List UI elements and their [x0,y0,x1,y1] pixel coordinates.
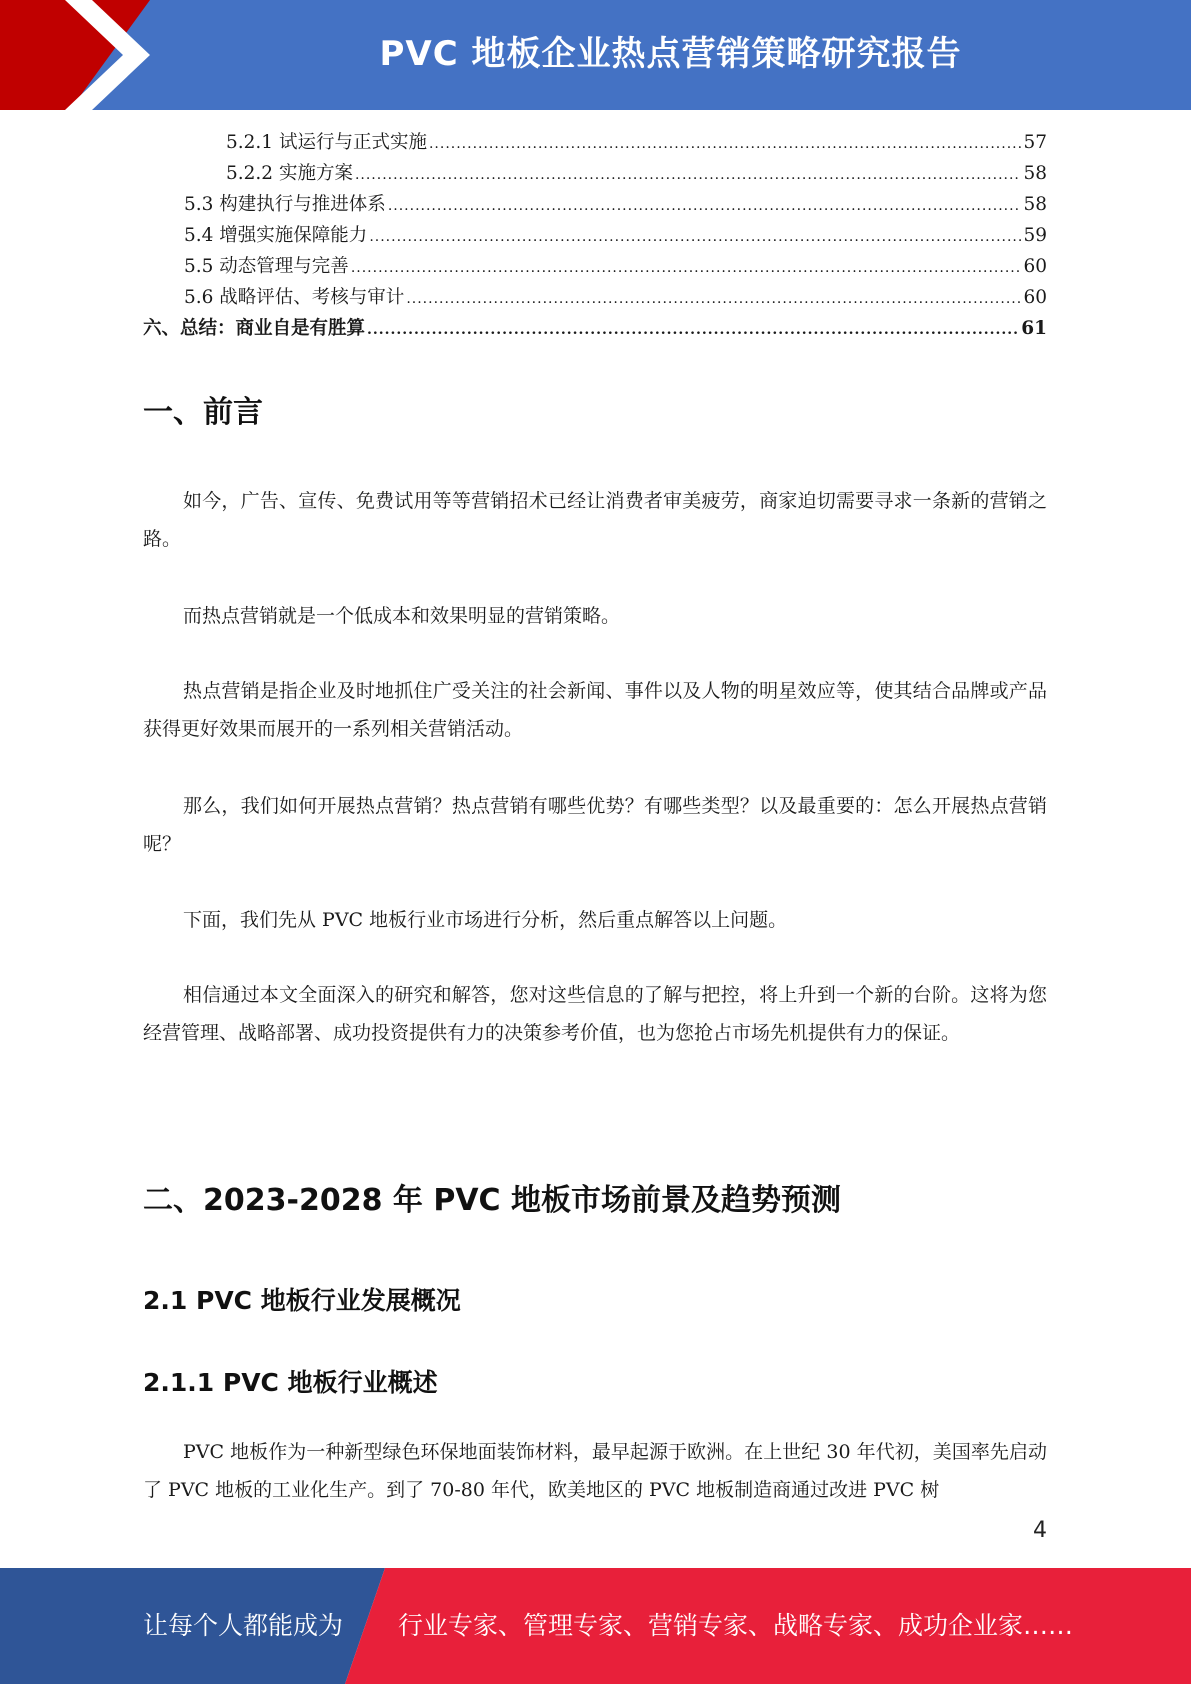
toc-leader-dots [369,229,1021,245]
toc-entry-page: 60 [1023,287,1047,308]
body-paragraph: 如今，广告、宣传、免费试用等等营销招术已经让消费者审美疲劳，商家迫切需要寻求一条新的营销之路。 [143,490,1047,550]
footer-slogan-right: 行业专家、管理专家、营销专家、战略专家、成功企业家…… [398,1611,1074,1640]
body-paragraph: 而热点营销就是一个低成本和效果明显的营销策略。 [183,605,621,627]
toc-entry-label: 5.4 增强实施保障能力 [184,225,368,246]
toc-entry-label: 5.3 构建执行与推进体系 [184,194,386,215]
page-footer [0,1568,1191,1684]
toc-entry-page: 59 [1023,225,1047,246]
page-header [0,0,1191,110]
body-paragraph: 那么，我们如何开展热点营销？热点营销有哪些优势？有哪些类型？以及最重要的：怎么开展热点营销呢？ [143,795,1047,855]
toc-leader-dots [429,136,1021,152]
section-heading: 一、前言 [143,395,263,430]
subsubsection-heading: 2.1.1 PVC 地板行业概述 [143,1368,438,1397]
toc-entry-page: 60 [1023,256,1047,277]
toc-entry[interactable] [143,283,1047,314]
toc-entry[interactable] [143,128,1047,159]
subsection-heading: 2.1 PVC 地板行业发展概况 [143,1286,461,1315]
table-of-contents [143,128,1047,345]
toc-entry[interactable] [143,190,1047,221]
body-paragraph: 热点营销是指企业及时地抓住广受关注的社会新闻、事件以及人物的明星效应等，使其结合品牌或产品获得更好效果而展开的一系列相关营销活动。 [143,680,1047,740]
toc-entry-page: 58 [1023,194,1047,215]
footer-slogan-left: 让每个人都能成为 [143,1611,344,1640]
body-paragraph: 下面，我们先从 PVC 地板行业市场进行分析，然后重点解答以上问题。 [183,909,788,931]
body-paragraph: PVC 地板作为一种新型绿色环保地面装饰材料，最早起源于欧洲。在上世纪 30 年代初，美国率先启动了 PVC 地板的工业化生产。到了 70-80 年代，欧美地区的 PVC 地板制造商通过改进 PVC 树 [143,1441,1047,1501]
toc-entry[interactable] [143,221,1047,252]
toc-leader-dots [351,260,1022,276]
section-heading: 二、2023-2028 年 PVC 地板市场前景及趋势预测 [143,1183,841,1218]
toc-leader-dots [355,167,1022,183]
toc-entry-label: 六、总结：商业自是有胜算 [143,318,366,339]
toc-entry-page: 57 [1023,132,1047,153]
toc-entry[interactable] [143,159,1047,190]
toc-entry-label: 5.2.2 实施方案 [226,163,353,184]
toc-entry[interactable] [143,252,1047,283]
toc-entry-page: 58 [1023,163,1047,184]
body-paragraph: 相信通过本文全面深入的研究和解答，您对这些信息的了解与把控，将上升到一个新的台阶。这将为您经营管理、战略部署、成功投资提供有力的决策参考价值，也为您抢占市场先机提供有力的保证。 [143,984,1047,1044]
page-number: 4 [1033,1518,1047,1543]
toc-entry-label: 5.6 战略评估、考核与审计 [184,287,405,308]
toc-entry-label: 5.5 动态管理与完善 [184,256,349,277]
report-title: PVC 地板企业热点营销策略研究报告 [379,34,962,74]
toc-leader-dots [388,198,1022,214]
toc-entry-page: 61 [1021,318,1047,339]
toc-leader-dots [406,291,1021,307]
toc-entry[interactable] [143,314,1047,345]
header-arrow-icon [0,0,160,110]
toc-entry-label: 5.2.1 试运行与正式实施 [226,132,427,153]
toc-leader-dots [367,322,1019,338]
